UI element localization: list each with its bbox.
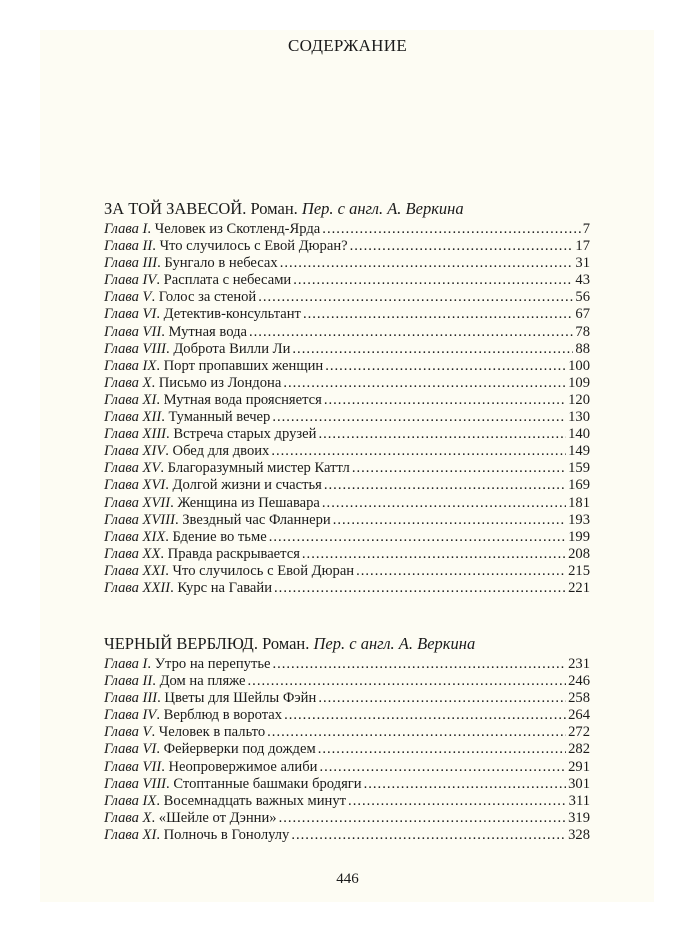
chapter-number: Глава VI bbox=[104, 306, 157, 323]
entry-page-number: 311 bbox=[568, 792, 590, 809]
section-genre: . Роман. bbox=[242, 199, 302, 218]
toc-entry bbox=[104, 495, 590, 512]
leader-dots bbox=[303, 306, 573, 323]
chapter-number: Глава XI bbox=[104, 826, 157, 843]
chapter-title: . Цветы для Шейлы Фэйн bbox=[157, 690, 317, 707]
entry-page-number: 67 bbox=[575, 306, 590, 323]
toc-entry bbox=[104, 741, 590, 758]
entry-label bbox=[104, 324, 247, 341]
chapter-number: Глава XXI bbox=[104, 562, 166, 579]
entry-label bbox=[104, 495, 320, 512]
entry-page-number: 291 bbox=[568, 758, 590, 775]
entry-label bbox=[104, 776, 362, 793]
chapter-number: Глава V bbox=[104, 289, 152, 306]
chapter-number: Глава XIV bbox=[104, 443, 166, 460]
entry-label bbox=[104, 741, 316, 758]
entry-page-number: 130 bbox=[568, 409, 590, 426]
entry-page-number: 208 bbox=[568, 545, 590, 562]
chapter-number: Глава II bbox=[104, 238, 153, 255]
chapter-title: . Женщина из Пешавара bbox=[170, 494, 320, 511]
leader-dots bbox=[283, 375, 566, 392]
leader-dots bbox=[293, 272, 573, 289]
toc-section-1 bbox=[104, 196, 590, 597]
toc-entries bbox=[104, 221, 590, 597]
toc-entry bbox=[104, 443, 590, 460]
chapter-number: Глава III bbox=[104, 690, 158, 707]
section-name: ЧЕРНЫЙ ВЕРБЛЮД bbox=[104, 634, 254, 653]
chapter-number: Глава XI bbox=[104, 391, 157, 408]
toc-entry bbox=[104, 546, 590, 563]
leader-dots bbox=[272, 409, 566, 426]
leader-dots bbox=[348, 793, 567, 810]
leader-dots bbox=[333, 512, 566, 529]
entry-page-number: 7 bbox=[582, 221, 590, 237]
entry-page-number: 282 bbox=[568, 741, 590, 758]
toc-entry bbox=[104, 306, 590, 323]
leader-dots bbox=[318, 426, 566, 443]
leader-dots bbox=[322, 495, 566, 512]
toc-entry bbox=[104, 673, 590, 690]
leader-dots bbox=[272, 656, 566, 673]
chapter-number: Глава IV bbox=[104, 272, 157, 289]
chapter-number: Глава XV bbox=[104, 460, 161, 477]
toc-entry bbox=[104, 460, 590, 477]
entry-label bbox=[104, 289, 256, 306]
entry-page-number: 109 bbox=[568, 374, 590, 391]
entry-label bbox=[104, 358, 323, 375]
chapter-number: Глава VIII bbox=[104, 775, 167, 792]
chapter-title: . Мутная вода проясняется bbox=[156, 391, 322, 408]
entry-page-number: 215 bbox=[568, 562, 590, 579]
toc-entry bbox=[104, 272, 590, 289]
entry-label bbox=[104, 529, 267, 546]
chapter-number: Глава V bbox=[104, 724, 152, 741]
chapter-title: . Фейерверки под дождем bbox=[156, 741, 316, 758]
toc-entries bbox=[104, 656, 590, 844]
entry-label bbox=[104, 759, 317, 776]
leader-dots bbox=[249, 324, 573, 341]
entry-label bbox=[104, 707, 282, 724]
leader-dots bbox=[318, 690, 566, 707]
entry-page-number: 56 bbox=[575, 289, 590, 306]
entry-page-number: 88 bbox=[575, 340, 590, 357]
chapter-number: Глава XVII bbox=[104, 494, 171, 511]
chapter-number: Глава VII bbox=[104, 758, 162, 775]
leader-dots bbox=[324, 392, 566, 409]
chapter-number: Глава XIII bbox=[104, 426, 167, 443]
entry-page-number: 120 bbox=[568, 391, 590, 408]
toc-entry bbox=[104, 426, 590, 443]
leader-dots bbox=[319, 759, 566, 776]
chapter-number: Глава VIII bbox=[104, 340, 167, 357]
leader-dots bbox=[258, 289, 573, 306]
chapter-title: . Что случилось с Евой Дюран? bbox=[152, 238, 348, 255]
leader-dots bbox=[302, 546, 566, 563]
toc-entry bbox=[104, 690, 590, 707]
toc-entry bbox=[104, 221, 590, 238]
page-number: 446 bbox=[336, 871, 359, 887]
leader-dots bbox=[350, 238, 574, 255]
section-translator: Пер. с англ. А. Веркина bbox=[313, 634, 476, 653]
leader-dots bbox=[274, 580, 566, 597]
entry-page-number: 193 bbox=[568, 511, 590, 528]
section-heading bbox=[104, 631, 590, 656]
chapter-number: Глава XII bbox=[104, 409, 162, 426]
chapter-title: . «Шейле от Дэнни» bbox=[151, 809, 277, 826]
chapter-title: . Обед для двоих bbox=[165, 443, 270, 460]
chapter-title: . Что случилось с Евой Дюран bbox=[165, 562, 355, 579]
toc-entry bbox=[104, 392, 590, 409]
toc-entry bbox=[104, 776, 590, 793]
entry-label bbox=[104, 580, 272, 597]
toc-entry bbox=[104, 477, 590, 494]
entry-label bbox=[104, 546, 300, 563]
entry-label bbox=[104, 255, 278, 272]
chapter-number: Глава XXII bbox=[104, 579, 171, 596]
chapter-title: . Голос за стеной bbox=[151, 289, 257, 306]
entry-label bbox=[104, 724, 265, 741]
chapter-title: . Дом на пляже bbox=[152, 673, 246, 690]
toc-entry bbox=[104, 358, 590, 375]
chapter-title: . Мутная вода bbox=[161, 323, 247, 340]
entry-page-number: 181 bbox=[568, 494, 590, 511]
chapter-title: . Звездный час Фланнери bbox=[174, 511, 331, 528]
leader-dots bbox=[325, 358, 566, 375]
entry-label bbox=[104, 656, 270, 673]
entry-page-number: 272 bbox=[568, 724, 590, 741]
chapter-title: . Курс на Гавайи bbox=[170, 579, 273, 596]
entry-page-number: 31 bbox=[575, 255, 590, 272]
toc-entry bbox=[104, 793, 590, 810]
chapter-title: . Доброта Вилли Ли bbox=[166, 340, 291, 357]
chapter-number: Глава IX bbox=[104, 357, 157, 374]
entry-label bbox=[104, 375, 281, 392]
chapter-number: Глава IV bbox=[104, 707, 157, 724]
toc-entry bbox=[104, 341, 590, 358]
chapter-number: Глава VII bbox=[104, 323, 162, 340]
entry-label bbox=[104, 460, 350, 477]
leader-dots bbox=[364, 776, 567, 793]
leader-dots bbox=[269, 529, 566, 546]
chapter-number: Глава X bbox=[104, 374, 152, 391]
section-genre: . Роман. bbox=[253, 634, 314, 653]
leader-dots bbox=[279, 810, 567, 827]
chapter-number: Глава VI bbox=[104, 741, 157, 758]
leader-dots bbox=[292, 341, 573, 358]
entry-page-number: 78 bbox=[575, 323, 590, 340]
leader-dots bbox=[322, 221, 580, 238]
leader-dots bbox=[318, 741, 566, 758]
entry-label bbox=[104, 673, 246, 690]
entry-page-number: 221 bbox=[568, 579, 590, 596]
toc-entry bbox=[104, 375, 590, 392]
entry-page-number: 199 bbox=[568, 528, 590, 545]
leader-dots bbox=[291, 827, 566, 844]
chapter-title: . Бдение во тьме bbox=[165, 528, 267, 545]
chapter-number: Глава III bbox=[104, 255, 158, 272]
toc-entry bbox=[104, 512, 590, 529]
entry-page-number: 169 bbox=[568, 477, 590, 494]
toc-entry bbox=[104, 409, 590, 426]
entry-label bbox=[104, 443, 269, 460]
toc-entry bbox=[104, 580, 590, 597]
chapter-title: . Долгой жизни и счастья bbox=[165, 477, 322, 494]
entry-label bbox=[104, 690, 316, 707]
entry-page-number: 149 bbox=[568, 443, 590, 460]
leader-dots bbox=[267, 724, 566, 741]
entry-label bbox=[104, 477, 322, 494]
toc-entry bbox=[104, 707, 590, 724]
toc-entry bbox=[104, 656, 590, 673]
entry-page-number: 264 bbox=[568, 707, 590, 724]
entry-label bbox=[104, 426, 316, 443]
toc-entry bbox=[104, 238, 590, 255]
chapter-title: . Письмо из Лондона bbox=[151, 374, 282, 391]
entry-label bbox=[104, 512, 331, 529]
toc-entry bbox=[104, 324, 590, 341]
entry-page-number: 246 bbox=[568, 673, 590, 690]
section-name: ЗА ТОЙ ЗАВЕСОЙ bbox=[104, 199, 243, 218]
entry-page-number: 140 bbox=[568, 426, 590, 443]
entry-label bbox=[104, 827, 289, 844]
chapter-number: Глава XVIII bbox=[104, 511, 175, 528]
chapter-title: . Бунгало в небесах bbox=[157, 255, 278, 272]
chapter-title: . Детектив-консультант bbox=[156, 306, 301, 323]
entry-label bbox=[104, 392, 322, 409]
leader-dots bbox=[280, 255, 574, 272]
toc-entry bbox=[104, 255, 590, 272]
entry-label bbox=[104, 272, 291, 289]
chapter-title: . Расплата с небесами bbox=[156, 272, 292, 289]
entry-page-number: 231 bbox=[568, 656, 590, 672]
entry-label bbox=[104, 810, 277, 827]
chapter-number: Глава II bbox=[104, 673, 153, 690]
chapter-title: . Правда раскрывается bbox=[160, 545, 300, 562]
entry-page-number: 17 bbox=[575, 238, 590, 255]
entry-page-number: 319 bbox=[568, 809, 590, 826]
leader-dots bbox=[248, 673, 567, 690]
toc-entry bbox=[104, 759, 590, 776]
entry-page-number: 43 bbox=[575, 272, 590, 289]
entry-label bbox=[104, 341, 290, 358]
chapter-title: . Порт пропавших женщин bbox=[156, 357, 324, 374]
page-title: СОДЕРЖАНИЕ bbox=[287, 36, 408, 55]
chapter-number: Глава IX bbox=[104, 792, 157, 809]
chapter-title: . Человек в пальто bbox=[151, 724, 266, 741]
chapter-title: . Встреча старых друзей bbox=[166, 426, 317, 443]
leader-dots bbox=[271, 443, 566, 460]
leader-dots bbox=[284, 707, 566, 724]
chapter-number: Глава I bbox=[104, 221, 148, 237]
toc-section-2 bbox=[104, 631, 590, 844]
entry-page-number: 301 bbox=[568, 775, 590, 792]
chapter-title: . Восемнадцать важных минут bbox=[156, 792, 347, 809]
section-heading bbox=[104, 196, 590, 221]
toc-entry bbox=[104, 810, 590, 827]
entry-page-number: 100 bbox=[568, 357, 590, 374]
toc-entry bbox=[104, 827, 590, 844]
entry-label bbox=[104, 306, 301, 323]
chapter-title: . Верблюд в воротах bbox=[156, 707, 283, 724]
chapter-title: . Неопровержимое алиби bbox=[161, 758, 318, 775]
entry-label bbox=[104, 563, 354, 580]
toc-entry bbox=[104, 289, 590, 306]
toc-entry bbox=[104, 724, 590, 741]
chapter-title: . Человек из Скотленд-Ярда bbox=[147, 221, 321, 237]
entry-label bbox=[104, 221, 320, 238]
chapter-title: . Туманный вечер bbox=[161, 409, 271, 426]
chapter-number: Глава I bbox=[104, 656, 148, 672]
entry-label bbox=[104, 409, 270, 426]
entry-page-number: 328 bbox=[568, 826, 590, 843]
entry-label bbox=[104, 793, 346, 810]
leader-dots bbox=[352, 460, 566, 477]
chapter-number: Глава XIX bbox=[104, 528, 166, 545]
chapter-number: Глава XVI bbox=[104, 477, 166, 494]
chapter-title: . Благоразумный мистер Каттл bbox=[160, 460, 350, 477]
section-translator: Пер. с англ. А. Веркина bbox=[301, 199, 464, 218]
chapter-title: . Полночь в Гонолулу bbox=[156, 826, 290, 843]
chapter-number: Глава XX bbox=[104, 545, 161, 562]
toc-entry bbox=[104, 563, 590, 580]
chapter-title: . Утро на перепутье bbox=[147, 656, 271, 672]
entry-page-number: 159 bbox=[568, 460, 590, 477]
leader-dots bbox=[324, 477, 566, 494]
entry-page-number: 258 bbox=[568, 690, 590, 707]
toc-entry bbox=[104, 529, 590, 546]
chapter-number: Глава X bbox=[104, 809, 152, 826]
leader-dots bbox=[356, 563, 566, 580]
entry-label bbox=[104, 238, 348, 255]
chapter-title: . Стоптанные башмаки бродяги bbox=[166, 775, 362, 792]
